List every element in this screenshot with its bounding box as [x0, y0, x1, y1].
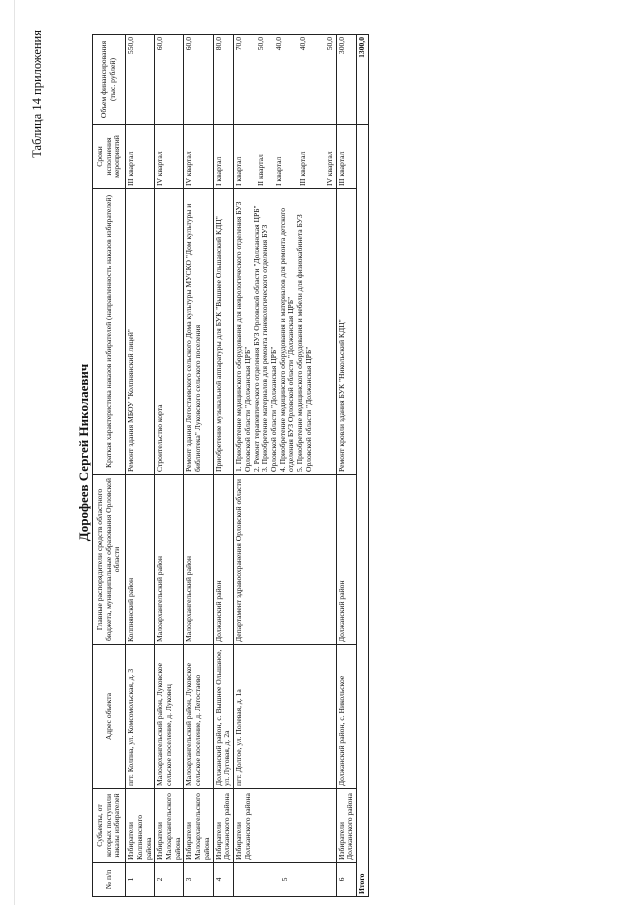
row-term: III квартал — [126, 125, 155, 189]
deputy-name-heading: Дорофеев Сергей Николаевич — [76, 363, 91, 542]
table-number-label: Таблица 14 приложения — [30, 30, 44, 158]
row-description: Ремонт здания Легостаевского сельского Дома культуры МУСКО "Дом культуры и библиотека" Луковского сельского поселения — [184, 189, 213, 475]
row-num: 5 — [234, 863, 337, 897]
row-term-list — [234, 125, 337, 189]
row-description: Строительство корта — [155, 189, 184, 475]
item-description: 1. Приобретение медицинского оборудования для неврологического отделения БУЗ Орловской области "Должанская ЦРБ" — [234, 201, 252, 472]
item-amount: 40,0 — [298, 37, 308, 51]
row-distributor: Должанский район — [213, 475, 233, 645]
row-amount: 550,0 — [126, 35, 155, 125]
table-row — [213, 35, 233, 897]
row-amount-list — [234, 35, 337, 125]
row-amount: 80,0 — [213, 35, 233, 125]
item-term: II квартал — [255, 154, 265, 186]
row-num: 6 — [336, 863, 356, 897]
item-amount: 70,0 — [234, 37, 244, 51]
row-distributor: Колпнянский район — [126, 475, 155, 645]
item-description: 3. Приобретение материалов для ремонта гинекологического отделения БУЗ Орловской области "Должанская ЦРБ" — [260, 224, 278, 472]
row-distributor: Малоархангельский район — [184, 475, 213, 645]
item-description: 2. Ремонт терапевтического отделения БУЗ Орловской области "Должанская ЦРБ" — [251, 205, 261, 472]
row-description: Ремонт кровли здания БУК "Никольский КДЦ" — [336, 189, 356, 475]
row-address: Должанский район, с. Вышнее Ольшаное, ул. Луговая, д. 2а — [213, 645, 233, 789]
row-term: IV квартал — [184, 125, 213, 189]
item-description: 5. Приобретение медицинского оборудования и мебели для физиокабинета БУЗ Орловской области "Должанская ЦРБ" — [295, 214, 313, 472]
header-amount: Объем финансирования (тыс. рублей) — [93, 35, 126, 125]
row-address: Малоархангельский район, Луковское сельское поселение, д. Легостаево — [184, 645, 213, 789]
header-term: Сроки исполнения мероприятий — [93, 125, 126, 189]
header-row — [93, 35, 126, 897]
total-row — [357, 35, 369, 897]
table-row — [155, 35, 184, 897]
row-distributor: Должанский район — [336, 475, 356, 645]
row-num: 1 — [126, 863, 155, 897]
row-address: Малоархангельский район, Луковское сельское поселение, д. Луковец — [155, 645, 184, 789]
row-subject: Избиратели Малоархангельского района — [184, 789, 213, 863]
row-term: IV квартал — [155, 125, 184, 189]
table-row — [336, 35, 356, 897]
table-row — [184, 35, 213, 897]
item-term: III квартал — [298, 151, 308, 186]
row-distributor: Департамент здравоохранения Орловской области — [234, 475, 337, 645]
row-subject: Избиратели Должанского района — [213, 789, 233, 863]
total-amount: 1300,0 — [357, 35, 369, 125]
item-description: 4. Приобретение медицинского оборудования и материалов для ремонта детского отделения БУЗ Орловской области "Должанская ЦРБ" — [277, 208, 296, 472]
row-num: 2 — [155, 863, 184, 897]
row-description-list — [234, 189, 337, 475]
table-row-multi — [234, 35, 337, 897]
row-amount: 60,0 — [155, 35, 184, 125]
row-term: III квартал — [336, 125, 356, 189]
item-term: I квартал — [273, 156, 283, 186]
header-description: Краткая характеристика наказов избирателей (направленность наказов избирателей) — [93, 189, 126, 475]
row-num: 4 — [213, 863, 233, 897]
header-distributor: Главные распорядители средств областного бюджета, муниципальные образования Орловской области — [93, 475, 126, 645]
row-amount: 300,0 — [336, 35, 356, 125]
header-address: Адрес объекта — [93, 645, 126, 789]
item-amount: 40,0 — [273, 37, 283, 51]
row-description: Приобретение музыкальной аппаратуры для БУК "Вышнее Ольшанский КДЦ" — [213, 189, 233, 475]
row-subject: Избиратели Должанского района — [234, 789, 337, 863]
header-num: № п/п — [93, 863, 126, 897]
row-distributor: Малоархангельский район — [155, 475, 184, 645]
row-address: Должанский район, с. Никольское — [336, 645, 356, 789]
row-num: 3 — [184, 863, 213, 897]
row-term: I квартал — [213, 125, 233, 189]
item-amount: 50,0 — [324, 37, 334, 51]
item-amount: 50,0 — [255, 37, 265, 51]
row-address: пгт. Колпна, ул. Комсомольская, д. 3 — [126, 645, 155, 789]
item-term: IV квартал — [324, 151, 334, 186]
row-subject: Избиратели Колпнянского района — [126, 789, 155, 863]
row-subject: Избиратели Должанского района — [336, 789, 356, 863]
row-subject: Избиратели Малоархангельского района — [155, 789, 184, 863]
item-term: I квартал — [234, 156, 244, 186]
total-label: Итого — [357, 125, 369, 897]
row-amount: 60,0 — [184, 35, 213, 125]
table-row — [126, 35, 155, 897]
mandates-table — [92, 34, 369, 897]
header-subject: Субъекты, от которых поступили наказы избирателей — [93, 789, 126, 863]
row-description: Ремонт здания МБОУ "Колпнянский лицей" — [126, 189, 155, 475]
row-address: пгт. Долгое, ул. Полевая, д. 1а — [234, 645, 337, 789]
